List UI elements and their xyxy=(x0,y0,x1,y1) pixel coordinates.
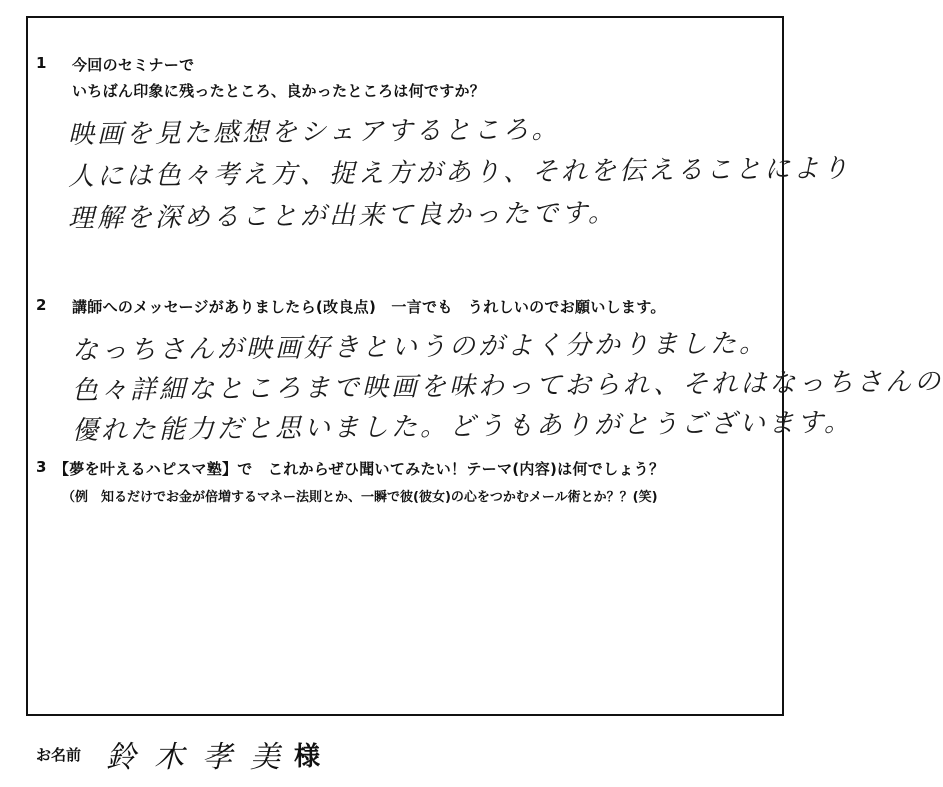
question-2-number: 2 xyxy=(36,296,47,314)
name-honorific: 様 xyxy=(294,742,321,772)
question-1-prompt: いちばん印象に残ったところ、良かったところは何ですか？ xyxy=(72,82,486,100)
answer-1-line-2: 人には色々考え方、捉え方があり、それを伝えることにより xyxy=(67,153,852,192)
answer-1-line-1: 映画を見た感想をシェアするところ。 xyxy=(67,114,561,150)
answer-1-line-3: 理解を深めることが出来て良かったです。 xyxy=(67,198,618,234)
name-label: お名前 xyxy=(36,746,82,764)
question-1-number: 1 xyxy=(36,54,47,72)
question-3-number: 3 xyxy=(36,458,47,476)
answer-2-line-2: 色々詳細なところまで映画を味わっておられ、それはなっちさんの xyxy=(71,366,943,406)
question-1-title: 今回のセミナーで xyxy=(72,56,195,74)
question-3-prompt: 【夢を叶えるハピスマ塾】で これからぜひ聞いてみたい！テーマ(内容)は何でしょう？ xyxy=(54,460,665,478)
name-value: 鈴木孝美 xyxy=(106,740,298,775)
answer-2-line-1: なっちさんが映画好きというのがよく分かりました。 xyxy=(71,328,769,366)
question-2-prompt: 講師へのメッセージがありましたら(改良点) 一言でも うれしいのでお願いします。 xyxy=(72,298,666,316)
answer-2-line-3: 優れた能力だと思いました。どうもありがとうございます。 xyxy=(71,407,854,446)
questionnaire-sheet xyxy=(26,16,943,716)
question-3-example: （例 知るだけでお金が倍増するマネー法則とか、一瞬で彼(彼女)の心をつかむメール術とか？？(笑) xyxy=(62,490,658,505)
